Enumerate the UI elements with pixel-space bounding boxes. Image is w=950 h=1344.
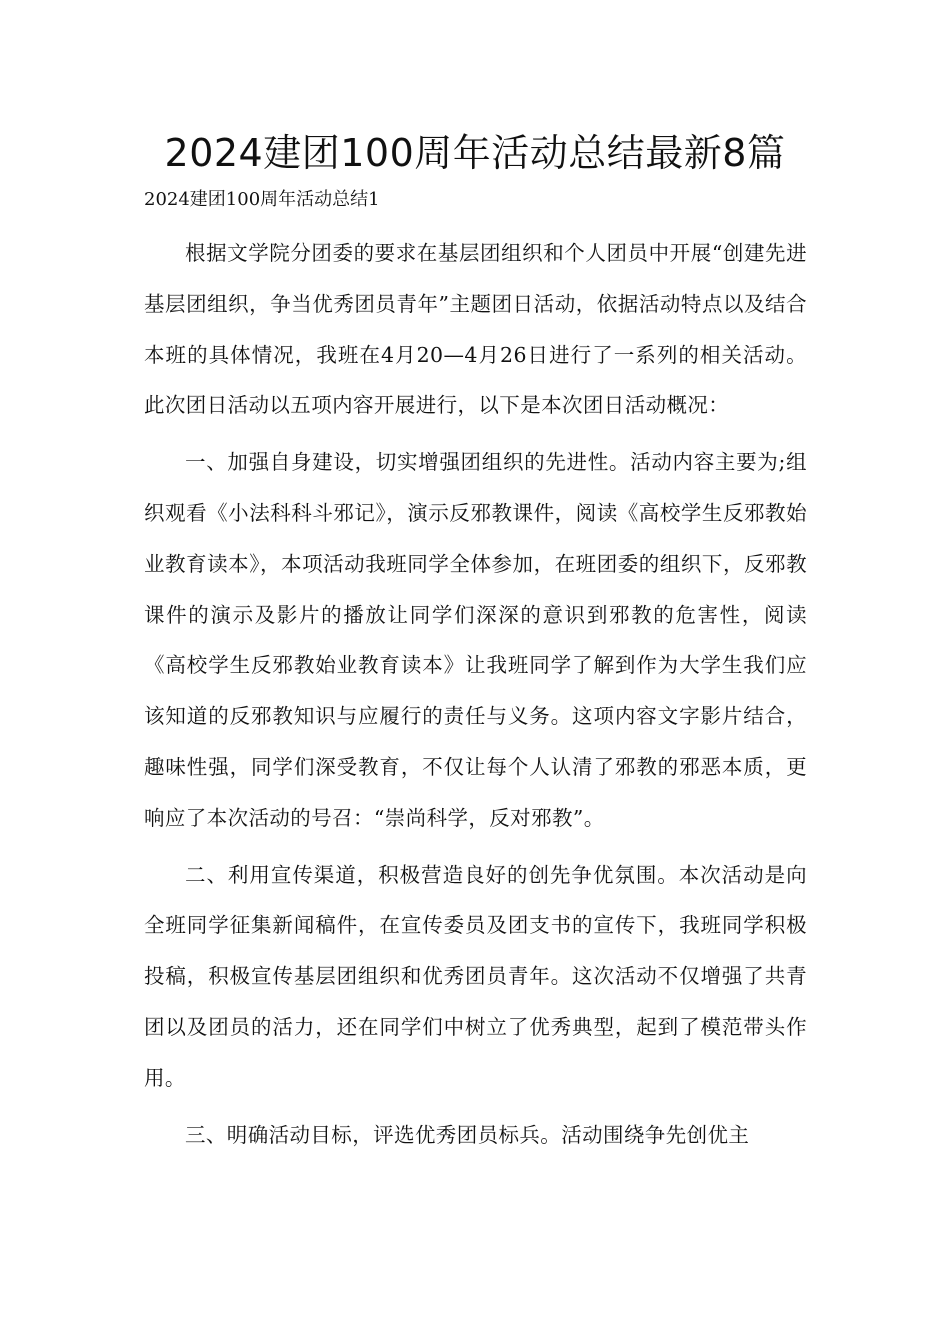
document-title: 2024建团100周年活动总结最新8篇 <box>164 131 786 175</box>
paragraph-item-2: 二、利用宣传渠道，积极营造良好的创先争优氛围。本次活动是向全班同学征集新闻稿件，在宣传委员及团支书的宣传下，我班同学积极投稿，积极宣传基层团组织和优秀团员青年。这次活动不仅增强了共青团以及团员的活力，还在同学们中树立了优秀典型，起到了模范带头作用。 <box>144 862 807 1090</box>
document-body <box>144 228 807 1166</box>
section-subtitle: 2024建团100周年活动总结1 <box>144 189 380 210</box>
paragraph-intro: 根据文学院分团委的要求在基层团组织和个人团员中开展“创建先进基层团组织，争当优秀团员青年”主题团日活动，依据活动特点以及结合本班的具体情况，我班在4月20—4月26日进行了一系列的相关活动。此次团日活动以五项内容开展进行，以下是本次团日活动概况： <box>144 241 807 418</box>
paragraph-item-3: 三、明确活动目标，评选优秀团员标兵。活动围绕争先创优主 <box>185 1122 750 1147</box>
paragraph-item-1: 一、加强自身建设，切实增强团组织的先进性。活动内容主要为;组织观看《小法科科斗邪记》，演示反邪教课件，阅读《高校学生反邪教始业教育读本》，本项活动我班同学全体参加，在班团委的组织下，反邪教课件的演示及影片的播放让同学们深深的意识到邪教的危害性，阅读《高校学生反邪教始业教育读本》让我班同学了解到作为大学生我们应该知道的反邪教知识与应履行的责任与义务。这项内容文字影片结合，趣味性强，同学们深受教育，不仅让每个人认清了邪教的邪恶本质，更响应了本次活动的号召：“崇尚科学，反对邪教”。 <box>144 450 807 830</box>
